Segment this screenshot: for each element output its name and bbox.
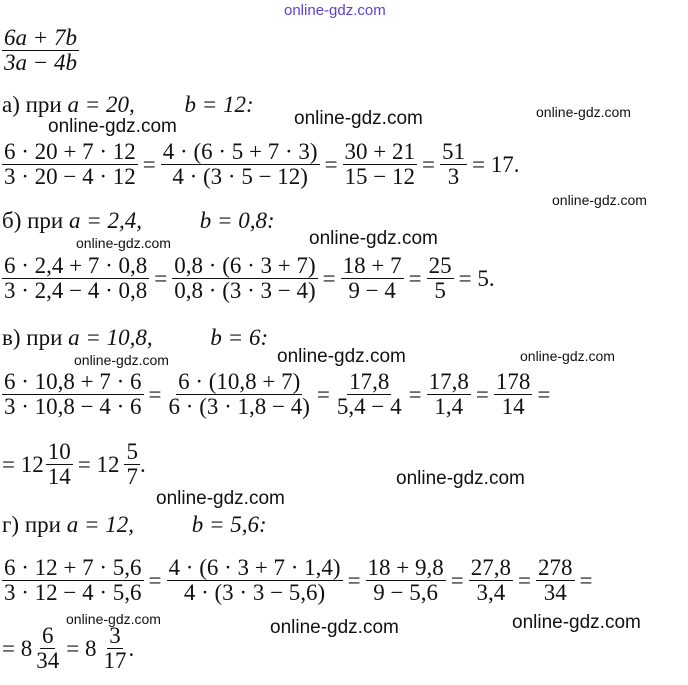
condition-b	[2, 208, 275, 234]
numerator: 178	[495, 369, 531, 394]
condition-a-value-a: a = 20,	[67, 92, 135, 117]
denominator: 3 · 2,4 − 4 · 0,8	[4, 278, 148, 304]
numerator: 6 · 12 + 7 · 5,6	[4, 555, 142, 580]
period: .	[128, 635, 135, 661]
calculation-g-line2	[2, 624, 134, 673]
numerator: 6 · (10,8 + 7)	[178, 369, 301, 394]
watermark: online-gdz.com	[536, 104, 631, 120]
denominator: 17	[103, 648, 127, 674]
fraction	[469, 556, 513, 605]
fraction	[536, 556, 575, 605]
denominator: 9 − 5,6	[373, 580, 439, 606]
result: = 5.	[458, 265, 495, 291]
watermark: online-gdz.com	[294, 108, 423, 129]
denominator: 15 − 12	[344, 164, 416, 190]
expression	[2, 26, 79, 75]
denominator: 5,4 − 4	[336, 394, 402, 420]
denominator: 1,4	[434, 394, 464, 420]
numerator: 0,8 · (6 · 3 + 7)	[174, 253, 316, 278]
fraction	[2, 556, 144, 605]
condition-g-value-b: b = 5,6:	[191, 512, 267, 537]
watermark: online-gdz.com	[512, 612, 641, 633]
fraction	[427, 254, 454, 303]
fraction	[343, 140, 417, 189]
watermark: online-gdz.com	[76, 235, 171, 251]
numerator: 6	[41, 623, 54, 648]
fraction	[167, 556, 343, 605]
watermark: online-gdz.com	[277, 346, 406, 367]
result: = 17.	[472, 151, 520, 177]
equals-whole: = 12	[77, 451, 120, 477]
numerator: 6 · 10,8 + 7 · 6	[4, 369, 142, 394]
expression-denominator: 3a − 4b	[4, 50, 78, 76]
denominator: 7	[126, 464, 138, 490]
condition-g	[2, 512, 267, 538]
watermark: online-gdz.com	[66, 611, 161, 627]
fraction	[2, 254, 149, 303]
numerator: 51	[442, 139, 466, 164]
equals-whole: = 8	[2, 635, 33, 661]
condition-b-value-b: b = 0,8:	[199, 208, 275, 233]
fraction	[124, 440, 140, 489]
fraction	[167, 370, 312, 419]
fraction	[46, 440, 73, 489]
condition-v-value-b: b = 6:	[210, 325, 269, 350]
fraction	[335, 370, 404, 419]
denominator: 0,8 · (3 · 3 − 4)	[174, 278, 316, 304]
numerator: 5	[126, 439, 138, 464]
fraction	[34, 624, 61, 673]
calculation-v: $\frac{6 \cdot 10,8 + 7 \cdot 6}{3 \cdot 10,8 - 4 \cdot 6}$ = $\frac{6 \cdot (10,8 + 7)}{6 \cdot (3 \cdot 1,8 - 4)}$ = $\frac{17,8}{5,4 - 4}$ = $\frac{17,8}{1,4}$ = $\frac{178}{14}$ =	[4, 369, 551, 420]
calculation-a: $\frac{6 \cdot 20 + 7 \cdot 12}{3 \cdot 20 - 4 \cdot 12}$ = $\frac{4 \cdot (6 \cdot 5 + 7 \cdot 3)}{4 \cdot (3 \cdot 5 - 12)}$ = $\frac{30 + 21}{15 - 12}$ = $\frac{51}{3}$ = 17.	[2, 140, 525, 189]
numerator: 18 + 9,8	[367, 555, 444, 580]
watermark-top: online-gdz.com	[284, 2, 386, 19]
condition-a-prefix: а) при	[2, 92, 68, 117]
fraction	[494, 370, 533, 419]
numerator: 6 · 2,4 + 7 · 0,8	[4, 253, 148, 278]
denominator: 3,4	[476, 580, 506, 606]
numerator: 25	[428, 253, 452, 278]
watermark: online-gdz.com	[270, 617, 399, 638]
numerator: 3	[109, 623, 121, 648]
numerator: 278	[538, 555, 573, 580]
denominator: 6 · (3 · 1,8 − 4)	[168, 394, 310, 420]
denominator: 14	[501, 394, 525, 420]
condition-g-value-a: a = 12,	[66, 512, 134, 537]
condition-v	[2, 325, 268, 351]
denominator: 14	[47, 464, 71, 490]
period: .	[139, 451, 146, 477]
fraction	[341, 254, 404, 303]
condition-b-value-a: a = 2,4,	[68, 208, 143, 233]
fraction	[366, 556, 446, 605]
numerator: 10	[47, 439, 71, 464]
calculation-g: $\frac{6 \cdot 12 + 7 \cdot 5,6}{3 \cdot 12 - 4 \cdot 5,6}$ = $\frac{4 \cdot (6 \cdot 3 + 7 \cdot 1,4)}{4 \cdot (3 \cdot 3 - 5,6)}$ = $\frac{18 + 9,8}{9 - 5,6}$ = $\frac{27,8}{3,4}$ = $\frac{278}{34}$ =	[4, 555, 593, 606]
fraction	[440, 140, 467, 189]
denominator: 4 · (3 · 3 − 5,6)	[183, 580, 326, 606]
watermark: online-gdz.com	[552, 192, 647, 208]
fraction	[161, 140, 320, 189]
denominator: 3	[447, 164, 460, 190]
numerator: 17,8	[349, 369, 390, 394]
numerator: 6 · 20 + 7 · 12	[4, 139, 136, 164]
calculation-b: $\frac{6 \cdot 2,4 + 7 \cdot 0,8}{3 \cdot 2,4 - 4 \cdot 0,8}$ = $\frac{0,8 \cdot (6 \cdot 3 + 7)}{0,8 \cdot (3 \cdot 3 - 4)}$ = $\frac{18 + 7}{9 - 4}$ = $\frac{25}{5}$ = 5.	[2, 254, 500, 303]
numerator: 4 · (6 · 3 + 7 · 1,4)	[168, 555, 341, 580]
denominator: 9 − 4	[348, 278, 396, 304]
fraction	[427, 370, 471, 419]
denominator: 3 · 20 − 4 · 12	[4, 164, 136, 190]
numerator: 17,8	[428, 369, 469, 394]
watermark: online-gdz.com	[396, 468, 525, 489]
watermark: online-gdz.com	[520, 348, 615, 364]
numerator: 18 + 7	[342, 253, 402, 278]
condition-v-value-a: a = 10,8,	[68, 325, 153, 350]
watermark: online-gdz.com	[156, 488, 285, 509]
calculation-v-line2	[2, 440, 146, 489]
fraction	[101, 624, 128, 673]
expression-numerator: 6a + 7b	[4, 25, 78, 50]
fraction	[2, 140, 138, 189]
watermark: online-gdz.com	[48, 116, 177, 137]
condition-v-prefix: в) при	[2, 325, 69, 350]
denominator: 5	[434, 278, 446, 304]
condition-a-value-b: b = 12:	[184, 92, 254, 117]
denominator: 34	[36, 648, 60, 674]
equals-whole: = 12	[2, 451, 44, 477]
denominator: 34	[543, 580, 567, 606]
condition-g-prefix: г) при	[2, 512, 67, 537]
denominator: 3 · 10,8 − 4 · 6	[4, 394, 142, 420]
fraction	[2, 370, 144, 419]
watermark: online-gdz.com	[74, 352, 169, 368]
equals-whole: = 8	[66, 635, 97, 661]
numerator: 27,8	[470, 555, 512, 580]
fraction	[172, 254, 317, 303]
numerator: 30 + 21	[344, 139, 416, 164]
numerator: 4 · (6 · 5 + 7 · 3)	[162, 139, 318, 164]
expression-fraction	[2, 26, 79, 75]
condition-b-prefix: б) при	[2, 208, 69, 233]
denominator: 3 · 12 − 4 · 5,6	[4, 580, 142, 606]
denominator: 4 · (3 · 5 − 12)	[172, 164, 308, 190]
condition-a	[2, 92, 254, 118]
watermark: online-gdz.com	[309, 228, 438, 249]
